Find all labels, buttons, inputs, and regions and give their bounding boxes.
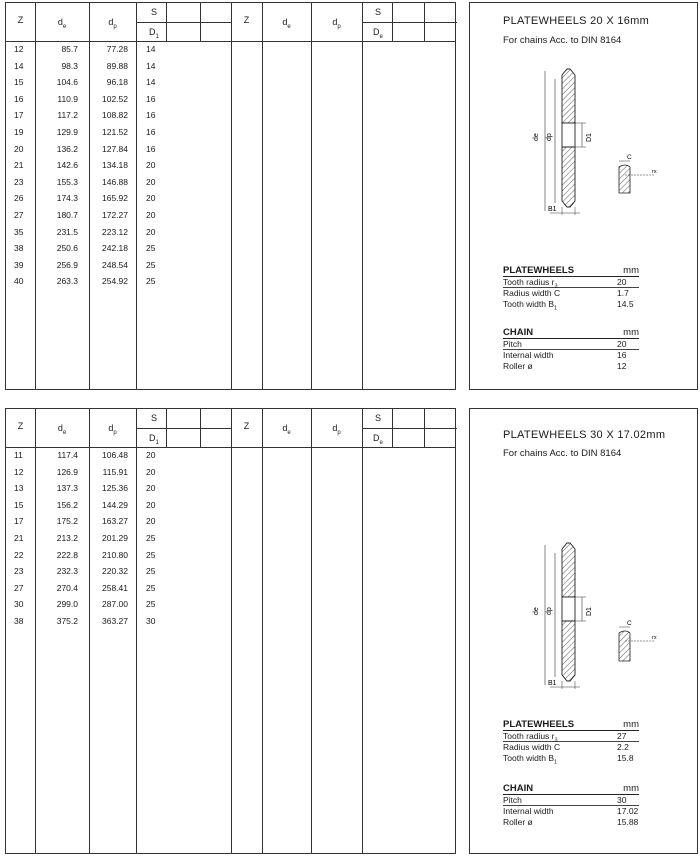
header-z-right: Z	[243, 15, 250, 25]
cell-s: 25	[146, 549, 156, 560]
chain-spec: CHAIN mm Pitch 30 Internal width 17.02 Roller ø 15.88	[503, 783, 639, 827]
cell-de: 126.9	[56, 466, 78, 477]
cell-s: 14	[146, 77, 156, 88]
cell-s: 20	[146, 450, 156, 460]
header-d1: $D_1$	[149, 433, 159, 446]
cell-de: 256.9	[56, 259, 78, 270]
table-row	[6, 533, 206, 549]
cell-dp: 254.92	[102, 276, 128, 287]
label-rx: rx	[652, 635, 657, 641]
label-b1: B1	[548, 206, 557, 213]
cell-dp: 223.12	[102, 226, 128, 237]
table-row	[6, 450, 206, 466]
cell-de: 231.5	[56, 226, 78, 237]
cell-de: 250.6	[56, 243, 78, 254]
table-row	[6, 61, 206, 77]
label-dp: dp	[546, 607, 553, 615]
table-row	[6, 583, 206, 599]
cell-dp: 144.29	[102, 499, 128, 510]
cell-de: 85.7	[61, 44, 78, 54]
label-rx: rx	[652, 169, 657, 175]
cell-s: 14	[146, 60, 156, 71]
label-c: C	[627, 620, 632, 627]
table-row	[6, 467, 206, 483]
header-z-right: Z	[243, 421, 250, 431]
header-de-right: $d_e$	[282, 17, 291, 30]
cell-de: 299.0	[56, 599, 78, 610]
cell-de: 180.7	[56, 210, 78, 220]
cell-de: 136.2	[56, 143, 78, 154]
header-dp: $d_p$	[108, 423, 117, 436]
table-row	[6, 77, 206, 93]
cell-dp: 220.32	[102, 566, 128, 577]
header-dp: $d_p$	[108, 17, 117, 30]
header-s: S	[151, 7, 158, 17]
cell-z: 15	[14, 77, 24, 88]
table-row	[6, 160, 206, 176]
cell-dp: 248.54	[102, 259, 128, 270]
cell-s: 16	[146, 127, 156, 137]
header-dp-right: $d_p$	[332, 17, 341, 30]
cell-de: 222.8	[56, 549, 78, 560]
label-de: de	[533, 607, 540, 615]
cell-s: 20	[146, 499, 156, 510]
cell-dp: 102.52	[102, 93, 128, 104]
label-de: de	[533, 133, 540, 141]
cell-s: 20	[146, 466, 156, 477]
platewheels-unit: mm	[623, 719, 639, 730]
table-row	[6, 94, 206, 110]
cell-z: 38	[14, 616, 24, 626]
info-title: PLATEWHEELS 30 X 17.02mm	[503, 429, 666, 441]
cell-dp: 115.91	[102, 466, 128, 477]
cell-z: 20	[14, 143, 24, 154]
table-row	[6, 500, 206, 516]
cell-z: 12	[14, 466, 24, 477]
cell-de: 175.2	[56, 516, 78, 527]
table-row	[6, 127, 206, 143]
sprocket-diagram	[520, 537, 690, 697]
table-row	[6, 566, 206, 582]
cell-s: 16	[146, 110, 156, 121]
cell-z: 13	[14, 483, 24, 494]
cell-z: 40	[14, 276, 24, 287]
cell-de: 129.9	[56, 127, 78, 137]
cell-s: 25	[146, 582, 156, 593]
cell-dp: 106.48	[102, 450, 128, 460]
cell-dp: 121.52	[102, 127, 128, 137]
chain-unit: mm	[623, 783, 639, 794]
chain-heading: CHAIN	[503, 327, 534, 338]
cell-s: 20	[146, 516, 156, 527]
chain-heading: CHAIN	[503, 783, 534, 794]
cell-s: 20	[146, 483, 156, 494]
table-panel-1	[5, 2, 456, 390]
cell-dp: 77.28	[106, 44, 128, 54]
cell-s: 14	[146, 44, 156, 54]
cell-dp: 165.92	[102, 193, 128, 204]
cell-de: 270.4	[56, 582, 78, 593]
cell-de: 110.9	[57, 93, 78, 104]
cell-z: 23	[14, 176, 24, 187]
cell-de: 104.6	[56, 77, 78, 88]
cell-s: 20	[146, 226, 156, 237]
table-row	[6, 193, 206, 209]
label-b1: B1	[548, 680, 557, 687]
label-d1: D1	[586, 133, 593, 142]
header-z: Z	[17, 15, 24, 25]
cell-s: 25	[146, 276, 156, 287]
cell-z: 17	[14, 110, 24, 121]
info-panel-2	[469, 408, 698, 854]
cell-z: 39	[14, 259, 24, 270]
table-row	[6, 276, 206, 292]
header-de-right: $d_e$	[282, 423, 291, 436]
table-row	[6, 243, 206, 259]
cell-s: 20	[146, 160, 156, 171]
platewheels-spec: PLATEWHEELS mm Tooth radius $r_3$ 20 Radius width C 1.7 Tooth width $B_1$ 14.5	[503, 265, 639, 312]
platewheels-heading: PLATEWHEELS	[503, 265, 575, 276]
cell-dp: 125.36	[102, 483, 128, 494]
cell-s: 30	[146, 616, 156, 626]
cell-s: 25	[146, 533, 156, 543]
cell-dp: 287.00	[102, 599, 128, 610]
cell-dp: 363.27	[102, 616, 128, 626]
cell-dp: 108.82	[102, 110, 128, 121]
header-s-right: S	[375, 7, 382, 17]
cell-z: 16	[14, 93, 24, 104]
cell-s: 16	[146, 143, 156, 154]
info-title: PLATEWHEELS 20 X 16mm	[503, 15, 650, 27]
table-row	[6, 550, 206, 566]
table-row	[6, 177, 206, 193]
cell-dp: 163.27	[102, 516, 128, 527]
cell-de: 156.2	[56, 499, 78, 510]
label-c: C	[627, 154, 632, 161]
cell-z: 26	[14, 193, 24, 204]
cell-s: 25	[146, 259, 156, 270]
cell-de: 155.3	[56, 176, 78, 187]
table-row	[6, 44, 206, 60]
header-s-right: S	[375, 413, 382, 423]
header-z: Z	[17, 421, 24, 431]
cell-dp: 96.18	[106, 77, 128, 88]
cell-de: 263.3	[56, 276, 78, 287]
cell-z: 11	[14, 450, 23, 460]
table-row	[6, 516, 206, 532]
cell-de: 232.3	[56, 566, 78, 577]
cell-de: 174.3	[56, 193, 78, 204]
cell-z: 12	[14, 44, 24, 54]
header-s: S	[151, 413, 158, 423]
cell-dp: 172.27	[102, 210, 128, 220]
header-d1: $D_1$	[149, 27, 159, 40]
table-row	[6, 483, 206, 499]
header-de: $d_e$	[57, 423, 67, 436]
cell-s: 20	[146, 210, 156, 220]
cell-z: 30	[14, 599, 24, 610]
table-row	[6, 227, 206, 243]
cell-dp: 258.41	[102, 582, 128, 593]
cell-z: 35	[14, 226, 24, 237]
cell-dp: 242.18	[102, 243, 128, 254]
cell-de: 117.2	[57, 110, 78, 121]
platewheels-heading: PLATEWHEELS	[503, 719, 575, 730]
chain-unit: mm	[623, 327, 639, 338]
cell-s: 20	[146, 176, 156, 187]
cell-z: 21	[14, 160, 24, 171]
cell-de: 142.6	[56, 160, 78, 171]
label-d1: D1	[586, 607, 593, 616]
sprocket-diagram	[520, 63, 690, 223]
cell-de: 98.3	[61, 60, 78, 71]
cell-z: 14	[14, 60, 24, 71]
cell-de: 213.2	[56, 533, 78, 543]
info-subtitle: For chains Acc. to DIN 8164	[503, 35, 622, 46]
cell-s: 16	[146, 93, 156, 104]
table-panel-2	[5, 408, 456, 854]
table-row	[6, 110, 206, 126]
cell-dp: 146.88	[102, 176, 128, 187]
header-dp-right: $d_p$	[332, 423, 341, 436]
cell-z: 38	[14, 243, 24, 254]
cell-de: 375.2	[56, 616, 78, 626]
cell-s: 20	[146, 193, 156, 204]
cell-dp: 127.84	[102, 143, 128, 154]
cell-dp: 201.29	[102, 533, 128, 543]
chain-spec: CHAIN mm Pitch 20 Internal width 16 Roller ø 12	[503, 327, 639, 371]
cell-z: 21	[14, 533, 24, 543]
cell-dp: 134.18	[102, 160, 128, 171]
label-dp: dp	[546, 133, 553, 141]
platewheels-unit: mm	[623, 265, 639, 276]
cell-z: 27	[14, 582, 24, 593]
cell-de: 117.4	[57, 450, 78, 460]
cell-s: 25	[146, 566, 156, 577]
cell-z: 17	[14, 516, 24, 527]
table-row	[6, 144, 206, 160]
table-row	[6, 616, 206, 632]
cell-dp: 210.80	[102, 549, 128, 560]
table-row	[6, 210, 206, 226]
cell-dp: 89.88	[106, 60, 128, 71]
header-de-right-sub: $D_e$	[373, 433, 383, 446]
cell-z: 22	[14, 549, 24, 560]
cell-z: 19	[14, 127, 24, 137]
cell-s: 25	[146, 599, 156, 610]
cell-s: 25	[146, 243, 156, 254]
table-row	[6, 599, 206, 615]
table-row	[6, 260, 206, 276]
cell-z: 15	[14, 499, 24, 510]
cell-z: 23	[14, 566, 24, 577]
info-panel-1	[469, 2, 698, 390]
header-de-right-sub: $D_e$	[373, 27, 383, 40]
cell-de: 137.3	[56, 483, 78, 494]
platewheels-spec: PLATEWHEELS mm Tooth radius $r_3$ 27 Radius width C 2.2 Tooth width $B_1$ 15.8	[503, 719, 639, 766]
info-subtitle: For chains Acc. to DIN 8164	[503, 448, 622, 459]
header-de: $d_e$	[57, 17, 67, 30]
cell-z: 27	[14, 210, 24, 220]
